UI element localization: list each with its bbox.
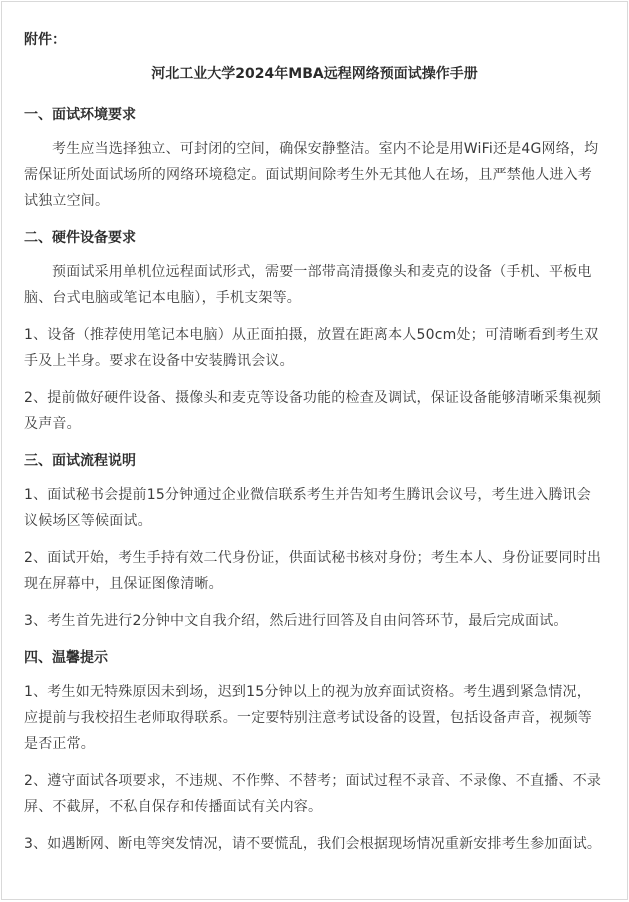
paragraph: 1、面试秘书会提前15分钟通过企业微信联系考生并告知考生腾讯会议号，考生进入腾讯会议候场区等候面试。	[24, 487, 591, 529]
document-page	[1, 1, 628, 900]
paragraph: 3、如遇断网、断电等突发情况，请不要慌乱，我们会根据现场情况重新安排考生参加面试。	[24, 836, 602, 852]
attachment-label: 附件：	[24, 32, 66, 48]
paragraph: 1、设备（推荐使用笔记本电脑）从正面拍摄，放置在距离本人50cm处；可清晰看到考生双手及上半身。要求在设备中安装腾讯会议。	[24, 327, 599, 369]
section-heading: 四、温馨提示	[24, 650, 108, 666]
paragraph: 3、考生首先进行2分钟中文自我介绍，然后进行回答及自由问答环节，最后完成面试。	[24, 613, 568, 629]
paragraph: 2、提前做好硬件设备、摄像头和麦克等设备功能的检查及调试，保证设备能够清晰采集视频及声音。	[24, 390, 602, 432]
section-heading: 二、硬件设备要求	[24, 230, 136, 246]
section-environment	[24, 102, 605, 214]
section-tips	[24, 645, 605, 857]
paragraph: 2、遵守面试各项要求，不违规、不作弊、不替考；面试过程不录音、不录像、不直播、不录屏、不截屏，不私自保存和传播面试有关内容。	[24, 773, 602, 815]
section-heading: 一、面试环境要求	[24, 107, 136, 123]
paragraph: 1、考生如无特殊原因未到场，迟到15分钟以上的视为放弃面试资格。考生遇到紧急情况，应提前与我校招生老师取得联系。一定要特别注意考试设备的设置，包括设备声音，视频等是否正常。	[24, 684, 592, 752]
section-process	[24, 448, 605, 634]
document-title: 河北工业大学2024年MBA远程网络预面试操作手册	[151, 66, 478, 82]
section-hardware	[24, 225, 605, 437]
paragraph: 考生应当选择独立、可封闭的空间，确保安静整洁。室内不论是用WiFi还是4G网络，均需保证所处面试场所的网络环境稳定。面试期间除考生外无其他人在场，且严禁他人进入考试独立空间。	[24, 141, 599, 209]
section-heading: 三、面试流程说明	[24, 453, 136, 469]
paragraph: 预面试采用单机位远程面试形式，需要一部带高清摄像头和麦克的设备（手机、平板电脑、台式电脑或笔记本电脑），手机支架等。	[24, 264, 592, 306]
paragraph: 2、面试开始，考生手持有效二代身份证，供面试秘书核对身份；考生本人、身份证要同时出现在屏幕中，且保证图像清晰。	[24, 550, 602, 592]
